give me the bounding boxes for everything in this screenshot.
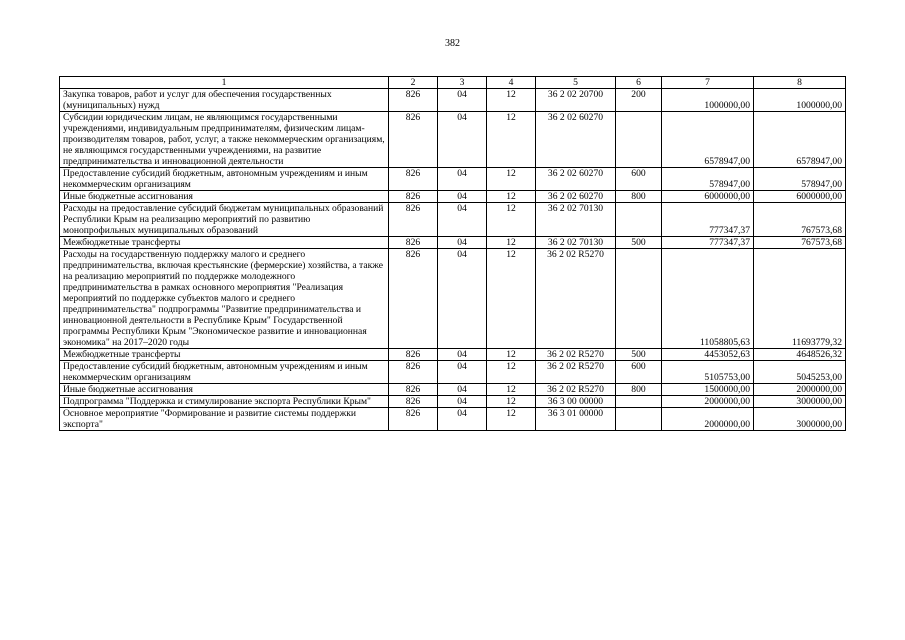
row-code-6 [616, 408, 662, 431]
page-number: 382 [445, 38, 460, 49]
row-amount-8: 3000000,00 [754, 396, 846, 408]
row-code-6: 500 [616, 237, 662, 249]
row-code-5: 36 2 02 20700 [536, 89, 616, 112]
row-code-3: 04 [438, 203, 487, 237]
table-row [60, 249, 846, 349]
row-code-6 [616, 396, 662, 408]
row-code-4: 12 [487, 168, 536, 191]
row-amount-8: 11693779,32 [754, 249, 846, 349]
row-code-6 [616, 112, 662, 168]
row-code-5: 36 2 02 R5270 [536, 361, 616, 384]
row-code-2: 826 [389, 191, 438, 203]
row-code-4: 12 [487, 112, 536, 168]
row-amount-7: 777347,37 [662, 237, 754, 249]
row-code-2: 826 [389, 408, 438, 431]
row-code-4: 12 [487, 396, 536, 408]
row-code-3: 04 [438, 237, 487, 249]
table-row [60, 191, 846, 203]
row-code-3: 04 [438, 168, 487, 191]
table-row [60, 408, 846, 431]
row-code-5: 36 2 02 70130 [536, 203, 616, 237]
row-amount-8: 767573,68 [754, 203, 846, 237]
table-row [60, 349, 846, 361]
row-code-3: 04 [438, 349, 487, 361]
row-code-3: 04 [438, 384, 487, 396]
row-name: Предоставление субсидий бюджетным, автономным учреждениям и иным некоммерческим организациям [60, 168, 389, 191]
row-code-5: 36 3 01 00000 [536, 408, 616, 431]
header-cell: 5 [536, 77, 616, 89]
row-amount-7: 2000000,00 [662, 408, 754, 431]
table-row [60, 112, 846, 168]
row-code-6 [616, 203, 662, 237]
row-amount-7: 1500000,00 [662, 384, 754, 396]
row-code-4: 12 [487, 89, 536, 112]
row-name: Иные бюджетные ассигнования [60, 191, 389, 203]
row-code-2: 826 [389, 237, 438, 249]
table-row [60, 168, 846, 191]
header-cell: 7 [662, 77, 754, 89]
row-name: Субсидии юридическим лицам, не являющимся государственными учреждениями, индивидуальным предпринимателям, физическим лицам-производителям товаров, работ, услуг, а также некоммерческим организациям, не являющимся государственными учреждениями, на развитие предпринимательства и инновационной деятельности [60, 112, 389, 168]
row-name: Подпрограмма "Поддержка и стимулирование экспорта Республики Крым" [60, 396, 389, 408]
row-code-4: 12 [487, 191, 536, 203]
row-name: Расходы на государственную поддержку малого и среднего предпринимательства, включая крестьянские (фермерские) хозяйства, а также на реализацию мероприятий по поддержке молодежного предпринимательства в рамках основного мероприятия "Реализация мероприятий по поддержке субъектов малого и среднего предпринимательства" подпрограммы "Развитие предпринимательства и инновационной деятельности в Республике Крым" Государственной программы Республики Крым "Экономическое развитие и инновационная экономика" на 2017–2020 годы [60, 249, 389, 349]
row-amount-8: 3000000,00 [754, 408, 846, 431]
header-cell: 3 [438, 77, 487, 89]
row-code-6: 800 [616, 384, 662, 396]
row-name: Предоставление субсидий бюджетным, автономным учреждениям и иным некоммерческим организациям [60, 361, 389, 384]
row-code-5: 36 2 02 R5270 [536, 249, 616, 349]
row-amount-8: 5045253,00 [754, 361, 846, 384]
row-code-6 [616, 249, 662, 349]
row-code-4: 12 [487, 237, 536, 249]
row-amount-8: 2000000,00 [754, 384, 846, 396]
row-code-4: 12 [487, 361, 536, 384]
row-code-4: 12 [487, 384, 536, 396]
row-code-6: 200 [616, 89, 662, 112]
table-row [60, 384, 846, 396]
row-amount-7: 5105753,00 [662, 361, 754, 384]
header-cell: 1 [60, 77, 389, 89]
row-code-3: 04 [438, 361, 487, 384]
table-row [60, 396, 846, 408]
row-code-2: 826 [389, 249, 438, 349]
header-cell: 8 [754, 77, 846, 89]
row-code-2: 826 [389, 203, 438, 237]
row-amount-8: 6578947,00 [754, 112, 846, 168]
row-code-4: 12 [487, 203, 536, 237]
table-row [60, 361, 846, 384]
row-code-3: 04 [438, 112, 487, 168]
row-code-2: 826 [389, 396, 438, 408]
row-code-6: 800 [616, 191, 662, 203]
row-code-3: 04 [438, 408, 487, 431]
table-row [60, 89, 846, 112]
row-code-3: 04 [438, 249, 487, 349]
row-amount-7: 6000000,00 [662, 191, 754, 203]
row-code-2: 826 [389, 384, 438, 396]
row-code-2: 826 [389, 112, 438, 168]
row-amount-7: 1000000,00 [662, 89, 754, 112]
header-cell: 6 [616, 77, 662, 89]
row-code-3: 04 [438, 191, 487, 203]
row-code-5: 36 2 02 R5270 [536, 384, 616, 396]
row-amount-8: 767573,68 [754, 237, 846, 249]
row-code-5: 36 2 02 60270 [536, 112, 616, 168]
row-code-4: 12 [487, 408, 536, 431]
row-code-4: 12 [487, 349, 536, 361]
table-row [60, 237, 846, 249]
row-amount-7: 4453052,63 [662, 349, 754, 361]
row-code-4: 12 [487, 249, 536, 349]
row-name: Межбюджетные трансферты [60, 349, 389, 361]
row-code-6: 600 [616, 361, 662, 384]
row-name: Иные бюджетные ассигнования [60, 384, 389, 396]
row-code-5: 36 2 02 70130 [536, 237, 616, 249]
row-code-5: 36 3 00 00000 [536, 396, 616, 408]
row-code-5: 36 2 02 60270 [536, 168, 616, 191]
row-code-3: 04 [438, 396, 487, 408]
row-amount-7: 6578947,00 [662, 112, 754, 168]
row-amount-8: 578947,00 [754, 168, 846, 191]
budget-table [59, 76, 846, 431]
row-code-6: 500 [616, 349, 662, 361]
row-name: Закупка товаров, работ и услуг для обеспечения государственных (муниципальных) нужд [60, 89, 389, 112]
row-amount-7: 578947,00 [662, 168, 754, 191]
header-cell: 2 [389, 77, 438, 89]
row-code-2: 826 [389, 168, 438, 191]
row-amount-7: 11058805,63 [662, 249, 754, 349]
header-cell: 4 [487, 77, 536, 89]
row-code-5: 36 2 02 R5270 [536, 349, 616, 361]
row-amount-7: 2000000,00 [662, 396, 754, 408]
row-name: Расходы на предоставление субсидий бюджетам муниципальных образований Республики Крым на реализацию мероприятий по развитию монопрофильных муниципальных образований [60, 203, 389, 237]
row-amount-8: 4648526,32 [754, 349, 846, 361]
row-code-2: 826 [389, 349, 438, 361]
row-code-2: 826 [389, 361, 438, 384]
row-code-6: 600 [616, 168, 662, 191]
row-name: Межбюджетные трансферты [60, 237, 389, 249]
row-amount-8: 1000000,00 [754, 89, 846, 112]
row-code-3: 04 [438, 89, 487, 112]
header-row [60, 77, 846, 89]
row-amount-7: 777347,37 [662, 203, 754, 237]
row-name: Основное мероприятие "Формирование и развитие системы поддержки экспорта" [60, 408, 389, 431]
row-code-2: 826 [389, 89, 438, 112]
row-code-5: 36 2 02 60270 [536, 191, 616, 203]
row-amount-8: 6000000,00 [754, 191, 846, 203]
table-row [60, 203, 846, 237]
